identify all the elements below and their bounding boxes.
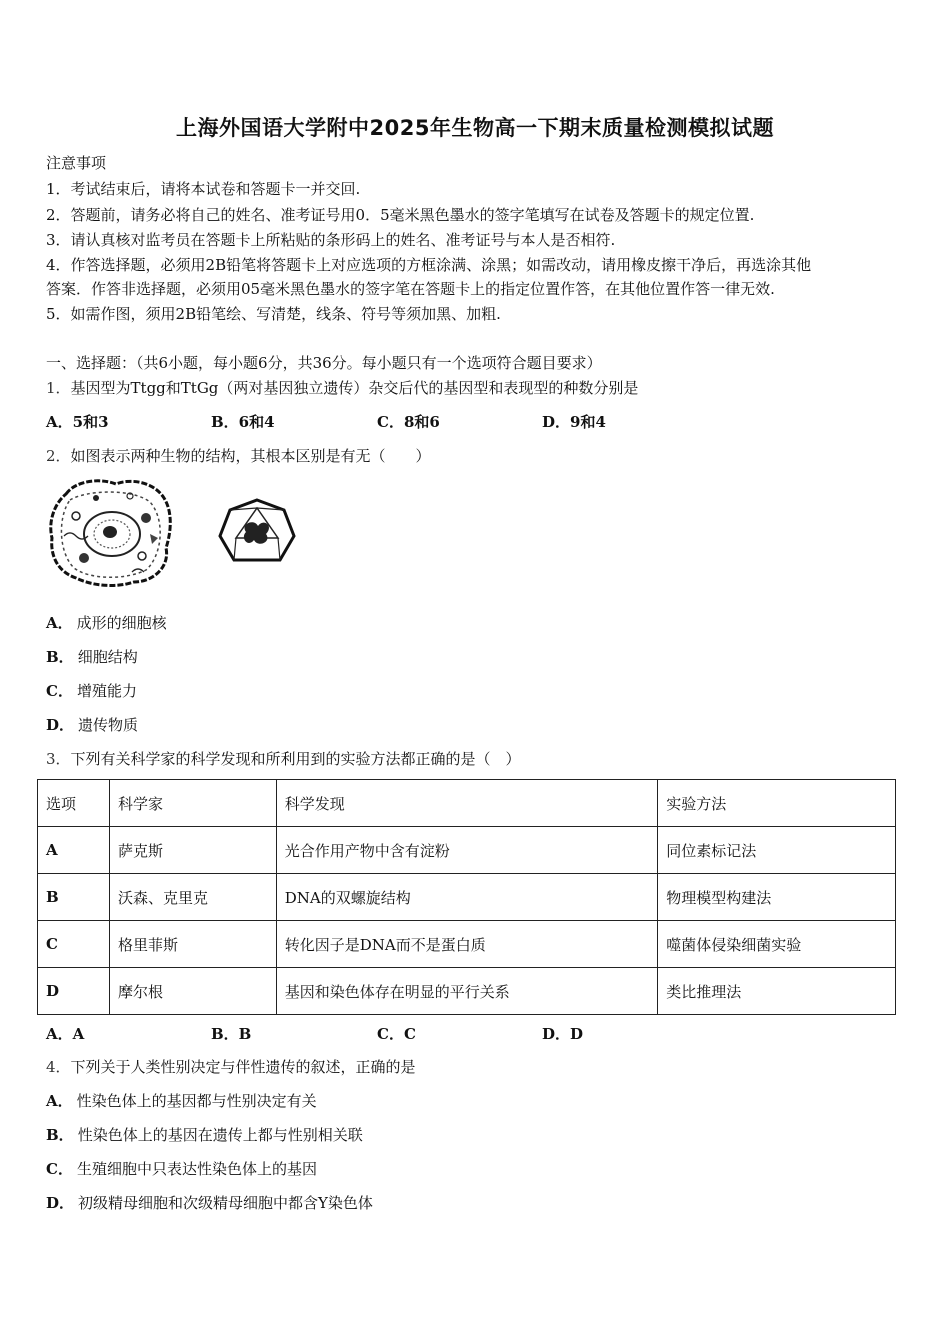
notice-item: 4．作答选择题，必须用2B铅笔将答题卡上对应选项的方框涂满、涂黑；如需改动，请用橡皮擦干净后，再选涂其他 xyxy=(46,256,812,274)
question-text: 如图表示两种生物的结构，其根本区别是有无（ ） xyxy=(70,447,431,465)
notice-item: 答案．作答非选择题，必须用05毫米黑色墨水的签字笔在答题卡上的指定位置作答，在其他位置作答一律无效. xyxy=(46,280,775,298)
table-cell: 噬菌体侵染细菌实验 xyxy=(658,921,896,968)
option-text: 性染色体上的基因都与性别决定有关 xyxy=(76,1092,317,1110)
notice-heading: 注意事项 xyxy=(46,154,107,172)
question-text: 下列关于人类性别决定与伴性遗传的叙述，正确的是 xyxy=(70,1058,416,1076)
table-cell: 基因和染色体存在明显的平行关系 xyxy=(276,968,658,1015)
question-number: 4． xyxy=(46,1058,71,1076)
table-cell: 萨克斯 xyxy=(109,827,276,874)
option-c[interactable]: C．8和6 xyxy=(377,413,440,431)
option-b[interactable] xyxy=(46,646,138,667)
option-a[interactable]: A．A xyxy=(46,1025,85,1043)
option-letter: D． xyxy=(46,1194,75,1212)
table-cell: 沃森、克里克 xyxy=(109,874,276,921)
option-text: 遗传物质 xyxy=(78,716,139,734)
option-d[interactable] xyxy=(46,1192,373,1213)
question-number: 2． xyxy=(46,447,71,465)
table-cell: 光合作用产物中含有淀粉 xyxy=(276,827,658,874)
table-header: 选项 xyxy=(38,780,110,827)
table-cell: DNA的双螺旋结构 xyxy=(276,874,658,921)
table-cell: D xyxy=(38,968,110,1015)
notice-item: 3．请认真核对监考员在答题卡上所粘贴的条形码上的姓名、准考证号与本人是否相符. xyxy=(46,231,616,249)
table-cell: B xyxy=(38,874,110,921)
option-text: 性染色体上的基因在遗传上都与性别相关联 xyxy=(77,1126,363,1144)
table-cell: 格里菲斯 xyxy=(109,921,276,968)
option-text: 细胞结构 xyxy=(77,648,138,666)
option-c[interactable]: C．C xyxy=(377,1025,416,1043)
option-letter: C． xyxy=(46,1160,73,1178)
table-row xyxy=(38,921,896,968)
question-4 xyxy=(46,1056,416,1077)
option-text: 增殖能力 xyxy=(76,682,137,700)
question-text: 基因型为Ttgg和TtGg（两对基因独立遗传）杂交后代的基因型和表现型的种数分别是 xyxy=(70,379,639,397)
table-cell: 物理模型构建法 xyxy=(658,874,896,921)
question-1 xyxy=(46,377,638,398)
option-letter: A． xyxy=(46,1092,73,1110)
option-d[interactable]: D．9和4 xyxy=(542,413,606,431)
table-cell: C xyxy=(38,921,110,968)
option-text: 生殖细胞中只表达性染色体上的基因 xyxy=(76,1160,317,1178)
option-b[interactable]: B．B xyxy=(211,1025,252,1043)
option-c[interactable] xyxy=(46,1158,317,1179)
option-letter: A． xyxy=(46,614,73,632)
question-number: 3． xyxy=(46,750,71,768)
scientist-table xyxy=(37,779,896,1015)
table-cell: 转化因子是DNA而不是蛋白质 xyxy=(276,921,658,968)
virus-icon xyxy=(218,498,296,566)
table-cell: 摩尔根 xyxy=(109,968,276,1015)
notice-item: 2．答题前，请务必将自己的姓名、准考证号用0．5毫米黑色墨水的签字笔填写在试卷及答题卡的规定位置. xyxy=(46,206,755,224)
table-cell: A xyxy=(38,827,110,874)
table-header: 实验方法 xyxy=(658,780,896,827)
notice-item: 5．如需作图，须用2B铅笔绘、写清楚，线条、符号等须加黑、加粗. xyxy=(46,305,501,323)
table-row xyxy=(38,968,896,1015)
option-c[interactable] xyxy=(46,680,137,701)
question-number: 1． xyxy=(46,379,71,397)
option-letter: C． xyxy=(46,682,73,700)
question-text: 下列有关科学家的科学发现和所利用到的实验方法都正确的是（ ） xyxy=(70,750,521,768)
option-a[interactable]: A．5和3 xyxy=(46,413,109,431)
option-b[interactable] xyxy=(46,1124,363,1145)
option-a[interactable] xyxy=(46,1090,317,1111)
section-heading: 一、选择题：（共6小题，每小题6分，共36分。每小题只有一个选项符合题目要求） xyxy=(46,354,602,372)
page-title: 上海外国语大学附中2025年生物高一下期末质量检测模拟试题 xyxy=(176,116,774,140)
table-row xyxy=(38,827,896,874)
option-d[interactable] xyxy=(46,714,138,735)
table-header: 科学发现 xyxy=(276,780,658,827)
question-2 xyxy=(46,445,431,466)
option-a[interactable] xyxy=(46,612,167,633)
table-row xyxy=(38,874,896,921)
question-3 xyxy=(46,748,521,769)
table-header-row xyxy=(38,780,896,827)
option-d[interactable]: D．D xyxy=(542,1025,584,1043)
option-text: 初级精母细胞和次级精母细胞中都含Y染色体 xyxy=(78,1194,373,1212)
option-letter: B． xyxy=(46,648,74,666)
table-header: 科学家 xyxy=(109,780,276,827)
option-letter: D． xyxy=(46,716,75,734)
option-letter: B． xyxy=(46,1126,74,1144)
notice-item: 1．考试结束后，请将本试卷和答题卡一并交回. xyxy=(46,180,361,198)
table-cell: 同位素标记法 xyxy=(658,827,896,874)
cell-icon xyxy=(46,476,174,588)
option-b[interactable]: B．6和4 xyxy=(211,413,275,431)
table-cell: 类比推理法 xyxy=(658,968,896,1015)
option-text: 成形的细胞核 xyxy=(76,614,167,632)
